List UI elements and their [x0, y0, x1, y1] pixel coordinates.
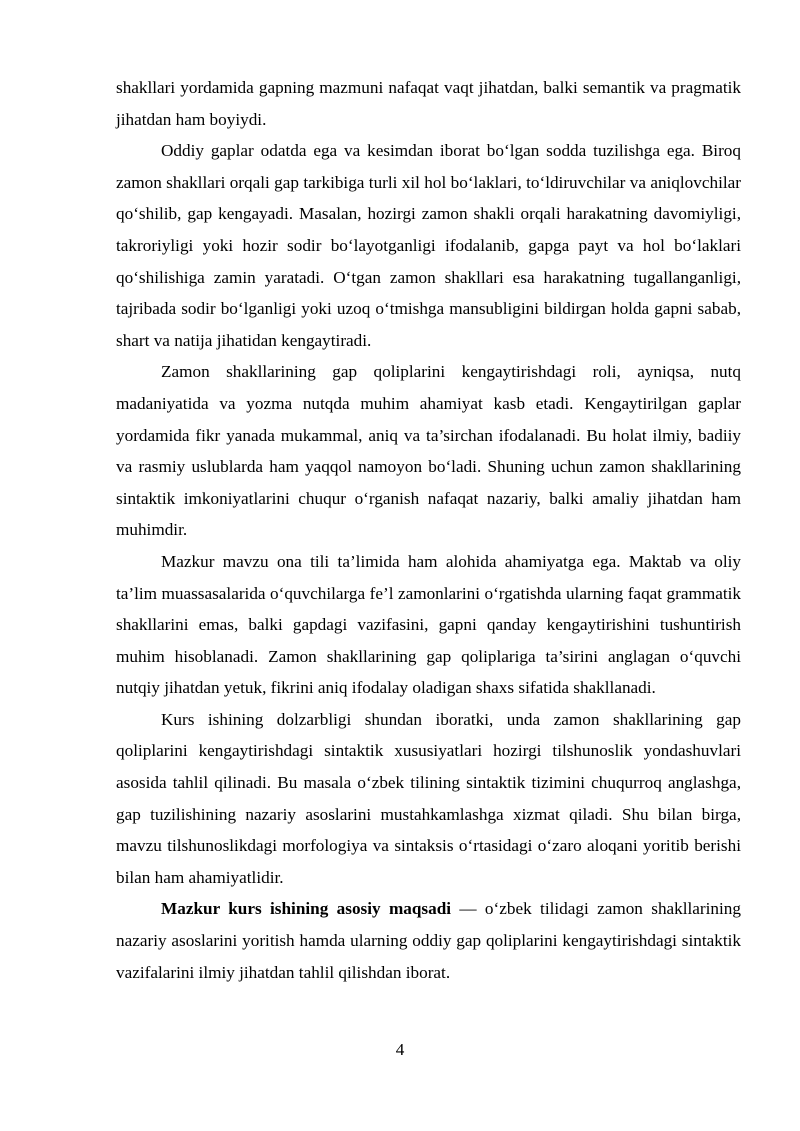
paragraph-speech-culture: Zamon shakllarining gap qoliplarini kengaytirishdagi roli, ayniqsa, nutq madaniyatida va yozma nutqda muhim ahamiyat kasb etadi. Kengaytirilgan gaplar yordamida fikr yanada mukammal, aniq va ta’sirchan ifodalanadi. Bu holat ilmiy, badiiy va rasmiy uslublarda ham yaqqol namoyon bo‘ladi. Shuning uchun zamon shakllarining sintaktik imkoniyatlarini chuqur o‘rganish nafaqat nazariy, balki amaliy jihatdan ham muhimdir. [116, 362, 741, 540]
paragraph-simple-sentences: Oddiy gaplar odatda ega va kesimdan iborat bo‘lgan sodda tuzilishga ega. Biroq zamon shakllari orqali gap tarkibiga turli xil hol bo‘laklari, to‘ldiruvchilar va aniqlovchilar qo‘shilib, gap kengayadi. Masalan, hozirgi zamon shakli orqali harakatning davomiyligi, takroriyligi yoki hozir sodir bo‘layotganligi ifodalanib, gapga payt va hol bo‘laklari qo‘shilishiga zamin yaratadi. O‘tgan zamon shakllari esa harakatning tugallanganligi, tajribada sodir bo‘lganligi yoki uzoq o‘tmishga mansubligini bildirgan holda gapni sabab, shart va natija jihatidan kengaytiradi. [116, 141, 741, 350]
page-number: 4 [395, 1040, 405, 1059]
paragraph-education: Mazkur mavzu ona tili ta’limida ham alohida ahamiyatga ega. Maktab va oliy ta’lim muassasalarida o‘quvchilarga fe’l zamonlarini o‘rgatishda ularning faqat grammatik shakllarini emas, balki gapdagi vazifasini, gapni qanday kengaytirishini tushuntirish muhim hisoblanadi. Zamon shakllarining gap qoliplariga ta’sirini anglagan o‘quvchi nutqiy jihatdan yetuk, fikrini aniq ifodalay oladigan shaxs sifatida shakllanadi. [116, 551, 741, 698]
paragraph-continuation: shakllari yordamida gapning mazmuni nafaqat vaqt jihatdan, balki semantik va pragmatik jihatdan ham boyiydi. [116, 78, 741, 129]
document-page [116, 72, 741, 988]
paragraph-relevance: Kurs ishining dolzarbligi shundan iboratki, unda zamon shakllarining gap qoliplarini kengaytirishdagi sintaktik xususiyatlari hozirgi tilshunoslik yondashuvlari asosida tahlil qilinadi. Bu masala o‘zbek tilining sintaktik tizimini chuqurroq anglashga, gap tuzilishining nazariy asoslarini mustahkamlashga xizmat qiladi. Shu bilan birga, mavzu tilshunoslikdagi morfologiya va sintaksis o‘rtasidagi o‘zaro aloqani yoritib berishi bilan ham ahamiyatlidir. [116, 709, 741, 887]
goal-text: — o‘zbek tilidagi zamon shakllarining nazariy asoslarini yoritish hamda ularning oddiy gap qoliplarini kengaytirishdagi sintaktik vazifalarini ilmiy jihatdan tahlil qilishdan iborat. [116, 899, 741, 982]
goal-bold-lead: Mazkur kurs ishining asosiy maqsadi [161, 899, 452, 919]
paragraph-goal [116, 893, 741, 988]
